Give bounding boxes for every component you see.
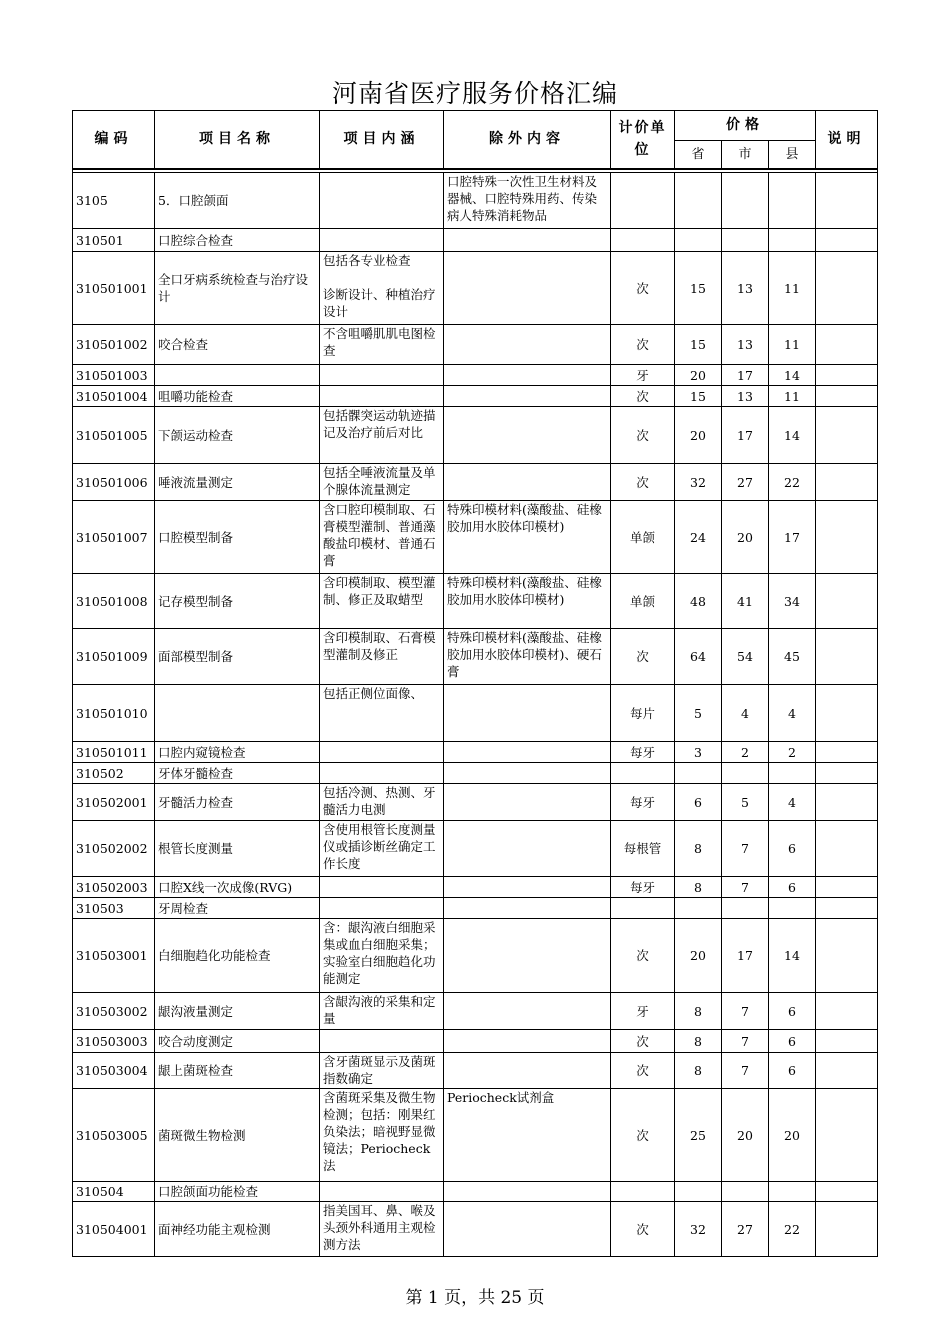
row-content	[320, 1030, 444, 1053]
table-row	[73, 229, 878, 252]
row-price-city: 17	[722, 407, 769, 464]
row-price-province: 8	[675, 877, 722, 898]
row-price-city: 5	[722, 784, 769, 821]
table-row	[73, 1089, 878, 1182]
row-excluded	[444, 742, 611, 763]
row-price-city	[722, 898, 769, 919]
row-name: 牙体牙髓检查	[155, 763, 320, 784]
row-name: 唾液流量测定	[155, 464, 320, 501]
row-price-province	[675, 1182, 722, 1202]
row-excluded	[444, 325, 611, 365]
row-price-city: 7	[722, 993, 769, 1030]
table-row	[73, 252, 878, 325]
row-note	[816, 325, 878, 365]
row-code: 310502003	[73, 877, 155, 898]
row-price-province: 64	[675, 629, 722, 685]
row-code: 310501005	[73, 407, 155, 464]
row-price-county	[769, 1182, 816, 1202]
row-note	[816, 685, 878, 742]
header-city: 市	[722, 141, 769, 169]
row-excluded	[444, 1202, 611, 1257]
row-code: 310502	[73, 763, 155, 784]
row-price-county: 6	[769, 993, 816, 1030]
row-code: 310503001	[73, 919, 155, 993]
row-name: 龈上菌斑检查	[155, 1053, 320, 1089]
row-price-city: 2	[722, 742, 769, 763]
header-content: 项目内涵	[320, 111, 444, 169]
price-table	[72, 110, 878, 1257]
header-price: 价格	[675, 111, 816, 141]
row-excluded: 特殊印模材料(藻酸盐、硅橡胶加用水胶体印模材)、硬石膏	[444, 629, 611, 685]
row-price-city: 13	[722, 325, 769, 365]
row-content	[320, 763, 444, 784]
row-price-city	[722, 763, 769, 784]
row-content: 不含咀嚼肌肌电图检查	[320, 325, 444, 365]
table-row	[73, 173, 878, 229]
row-content: 含口腔印模制取、石膏模型灌制、普通藻酸盐印模材、普通石膏	[320, 501, 444, 574]
row-code: 310502002	[73, 821, 155, 877]
row-excluded	[444, 1053, 611, 1089]
row-excluded: 特殊印模材料(藻酸盐、硅橡胶加用水胶体印模材)	[444, 501, 611, 574]
row-name: 面神经功能主观检测	[155, 1202, 320, 1257]
table-row	[73, 821, 878, 877]
row-price-county: 17	[769, 501, 816, 574]
header-name: 项目名称	[155, 111, 320, 169]
row-excluded	[444, 1030, 611, 1053]
row-price-province: 15	[675, 386, 722, 407]
row-price-county	[769, 898, 816, 919]
row-note	[816, 365, 878, 386]
row-code: 3105	[73, 173, 155, 229]
row-note	[816, 763, 878, 784]
row-excluded	[444, 898, 611, 919]
row-excluded	[444, 784, 611, 821]
row-code: 310501009	[73, 629, 155, 685]
row-excluded	[444, 993, 611, 1030]
row-name: 口腔综合检查	[155, 229, 320, 252]
row-name	[155, 365, 320, 386]
row-name: 面部模型制备	[155, 629, 320, 685]
row-price-city: 20	[722, 501, 769, 574]
row-name: 牙髓活力检查	[155, 784, 320, 821]
row-price-city: 20	[722, 1089, 769, 1182]
row-price-county: 14	[769, 407, 816, 464]
table-row	[73, 1182, 878, 1202]
row-content: 包括冷测、热测、牙髓活力电测	[320, 784, 444, 821]
row-name: 菌斑微生物检测	[155, 1089, 320, 1182]
header-code: 编码	[73, 111, 155, 169]
row-price-county: 22	[769, 1202, 816, 1257]
row-price-county: 11	[769, 386, 816, 407]
row-note	[816, 1030, 878, 1053]
row-note	[816, 821, 878, 877]
row-code: 310501007	[73, 501, 155, 574]
row-price-province: 8	[675, 1053, 722, 1089]
row-code: 310501002	[73, 325, 155, 365]
row-price-city: 7	[722, 821, 769, 877]
row-code: 310503004	[73, 1053, 155, 1089]
row-excluded	[444, 763, 611, 784]
table-body	[73, 169, 878, 1257]
row-content: 包括髁突运动轨迹描记及治疗前后对比	[320, 407, 444, 464]
row-price-county: 14	[769, 365, 816, 386]
row-price-province	[675, 763, 722, 784]
row-price-city: 27	[722, 1202, 769, 1257]
table-row	[73, 325, 878, 365]
row-note	[816, 407, 878, 464]
row-price-city: 27	[722, 464, 769, 501]
row-price-province	[675, 173, 722, 229]
row-unit: 次	[611, 919, 675, 993]
row-price-province: 24	[675, 501, 722, 574]
row-code: 310503003	[73, 1030, 155, 1053]
row-price-county: 4	[769, 685, 816, 742]
row-price-county	[769, 173, 816, 229]
table-row	[73, 501, 878, 574]
row-name: 根管长度测量	[155, 821, 320, 877]
row-note	[816, 252, 878, 325]
row-code: 310503	[73, 898, 155, 919]
row-unit: 次	[611, 629, 675, 685]
row-content	[320, 365, 444, 386]
row-unit	[611, 763, 675, 784]
row-price-city: 4	[722, 685, 769, 742]
row-unit: 次	[611, 252, 675, 325]
row-price-city: 7	[722, 877, 769, 898]
row-excluded	[444, 407, 611, 464]
row-note	[816, 229, 878, 252]
row-content	[320, 386, 444, 407]
row-name: 口腔模型制备	[155, 501, 320, 574]
row-price-county: 14	[769, 919, 816, 993]
table-row	[73, 898, 878, 919]
row-excluded	[444, 252, 611, 325]
row-note	[816, 784, 878, 821]
row-price-county	[769, 763, 816, 784]
row-content: 包括各专业检查 诊断设计、种植治疗设计	[320, 252, 444, 325]
row-note	[816, 742, 878, 763]
table-row	[73, 1030, 878, 1053]
row-price-county: 6	[769, 1053, 816, 1089]
table-row	[73, 386, 878, 407]
row-name: 下颌运动检查	[155, 407, 320, 464]
row-name: 记存模型制备	[155, 574, 320, 629]
row-content: 含龈沟液的采集和定量	[320, 993, 444, 1030]
row-code: 310501003	[73, 365, 155, 386]
row-price-county: 45	[769, 629, 816, 685]
row-content: 包括全唾液流量及单个腺体流量测定	[320, 464, 444, 501]
row-excluded	[444, 464, 611, 501]
row-code: 310503002	[73, 993, 155, 1030]
row-price-county: 6	[769, 1030, 816, 1053]
row-unit: 次	[611, 1053, 675, 1089]
row-content: 含牙菌斑显示及菌斑指数确定	[320, 1053, 444, 1089]
row-price-province: 20	[675, 407, 722, 464]
header-unit: 计价单位	[611, 111, 675, 169]
row-price-province	[675, 898, 722, 919]
row-content	[320, 742, 444, 763]
row-code: 310501004	[73, 386, 155, 407]
row-excluded	[444, 919, 611, 993]
row-unit: 每根管	[611, 821, 675, 877]
table-row	[73, 993, 878, 1030]
row-price-province: 15	[675, 252, 722, 325]
header-note: 说明	[816, 111, 878, 169]
header-province: 省	[675, 141, 722, 169]
row-price-province: 8	[675, 1030, 722, 1053]
row-price-county: 11	[769, 325, 816, 365]
row-content	[320, 877, 444, 898]
row-price-province	[675, 229, 722, 252]
row-price-province: 25	[675, 1089, 722, 1182]
row-code: 310501001	[73, 252, 155, 325]
row-content: 指美国耳、鼻、喉及头颈外科通用主观检测方法	[320, 1202, 444, 1257]
header-county: 县	[769, 141, 816, 169]
row-note	[816, 574, 878, 629]
row-content: 含菌斑采集及微生物检测；包括：刚果红负染法；暗视野显微镜法；Periocheck法	[320, 1089, 444, 1182]
row-price-province: 20	[675, 365, 722, 386]
row-excluded: 口腔特殊一次性卫生材料及器械、口腔特殊用药、传染病人特殊消耗物品	[444, 173, 611, 229]
row-price-city	[722, 229, 769, 252]
row-price-province: 32	[675, 464, 722, 501]
row-price-county: 6	[769, 821, 816, 877]
row-name: 咀嚼功能检查	[155, 386, 320, 407]
table-row	[73, 784, 878, 821]
row-price-city	[722, 1182, 769, 1202]
row-code: 310502001	[73, 784, 155, 821]
table-row	[73, 742, 878, 763]
row-price-county	[769, 229, 816, 252]
row-content	[320, 898, 444, 919]
row-unit: 次	[611, 1202, 675, 1257]
row-code: 310501011	[73, 742, 155, 763]
row-price-county: 2	[769, 742, 816, 763]
row-unit: 单颌	[611, 574, 675, 629]
header-excluded: 除外内容	[444, 111, 611, 169]
row-unit: 次	[611, 1030, 675, 1053]
row-note	[816, 1202, 878, 1257]
row-price-city: 17	[722, 365, 769, 386]
table-row	[73, 407, 878, 464]
table-row	[73, 763, 878, 784]
row-excluded	[444, 685, 611, 742]
table-row	[73, 919, 878, 993]
row-excluded	[444, 229, 611, 252]
row-note	[816, 877, 878, 898]
page-footer: 第 1 页，共 25 页	[405, 1288, 545, 1308]
row-note	[816, 993, 878, 1030]
row-price-city: 54	[722, 629, 769, 685]
table-row	[73, 1202, 878, 1257]
page-title: 河南省医疗服务价格汇编	[331, 79, 618, 108]
row-note	[816, 173, 878, 229]
row-unit	[611, 1182, 675, 1202]
row-price-province: 48	[675, 574, 722, 629]
table-row	[73, 629, 878, 685]
row-price-county: 4	[769, 784, 816, 821]
row-unit: 每片	[611, 685, 675, 742]
row-excluded	[444, 1182, 611, 1202]
row-price-city	[722, 173, 769, 229]
table-row	[73, 877, 878, 898]
row-content: 包括正侧位面像、	[320, 685, 444, 742]
row-content: 含：龈沟液白细胞采集或血白细胞采集；实验室白细胞趋化功能测定	[320, 919, 444, 993]
row-price-city: 17	[722, 919, 769, 993]
row-content: 含印模制取、石膏模型灌制及修正	[320, 629, 444, 685]
row-content	[320, 173, 444, 229]
row-note	[816, 386, 878, 407]
row-name: 口腔X线一次成像(RVG)	[155, 877, 320, 898]
row-unit: 次	[611, 407, 675, 464]
row-code: 310501	[73, 229, 155, 252]
table-row	[73, 365, 878, 386]
row-unit: 单颌	[611, 501, 675, 574]
row-code: 310504	[73, 1182, 155, 1202]
row-unit: 次	[611, 1089, 675, 1182]
row-note	[816, 1053, 878, 1089]
row-unit	[611, 229, 675, 252]
row-excluded	[444, 877, 611, 898]
row-price-province: 8	[675, 821, 722, 877]
row-price-province: 8	[675, 993, 722, 1030]
table-row	[73, 464, 878, 501]
row-price-county: 20	[769, 1089, 816, 1182]
row-unit: 每牙	[611, 877, 675, 898]
row-price-city: 7	[722, 1030, 769, 1053]
row-unit: 牙	[611, 993, 675, 1030]
row-code: 310501006	[73, 464, 155, 501]
row-name: 口腔内窥镜检查	[155, 742, 320, 763]
row-excluded	[444, 386, 611, 407]
row-excluded	[444, 365, 611, 386]
row-note	[816, 501, 878, 574]
row-name: 龈沟液量测定	[155, 993, 320, 1030]
row-name: 牙周检查	[155, 898, 320, 919]
row-code: 310503005	[73, 1089, 155, 1182]
row-price-city: 13	[722, 252, 769, 325]
row-note	[816, 1089, 878, 1182]
row-unit: 每牙	[611, 784, 675, 821]
row-price-city: 41	[722, 574, 769, 629]
row-price-province: 20	[675, 919, 722, 993]
row-price-city: 7	[722, 1053, 769, 1089]
row-price-county: 34	[769, 574, 816, 629]
row-price-province: 6	[675, 784, 722, 821]
row-name: 咬合动度测定	[155, 1030, 320, 1053]
row-content: 含印模制取、模型灌制、修正及取蜡型	[320, 574, 444, 629]
row-unit	[611, 173, 675, 229]
row-unit: 每牙	[611, 742, 675, 763]
row-note	[816, 1182, 878, 1202]
row-name	[155, 685, 320, 742]
row-price-province: 32	[675, 1202, 722, 1257]
row-price-county: 22	[769, 464, 816, 501]
row-unit: 次	[611, 386, 675, 407]
row-name: 口腔颌面功能检查	[155, 1182, 320, 1202]
table-row	[73, 574, 878, 629]
row-unit: 次	[611, 464, 675, 501]
row-excluded	[444, 821, 611, 877]
row-excluded: 特殊印模材料(藻酸盐、硅橡胶加用水胶体印模材)	[444, 574, 611, 629]
row-unit: 次	[611, 325, 675, 365]
row-note	[816, 629, 878, 685]
row-price-province: 3	[675, 742, 722, 763]
row-note	[816, 919, 878, 993]
row-content	[320, 229, 444, 252]
row-note	[816, 898, 878, 919]
row-name: 白细胞趋化功能检查	[155, 919, 320, 993]
row-code: 310501008	[73, 574, 155, 629]
row-code: 310501010	[73, 685, 155, 742]
table-row	[73, 1053, 878, 1089]
row-price-city: 13	[722, 386, 769, 407]
row-price-county: 6	[769, 877, 816, 898]
table-row	[73, 685, 878, 742]
row-code: 310504001	[73, 1202, 155, 1257]
row-name: 咬合检查	[155, 325, 320, 365]
row-excluded: Periocheck试剂盒	[444, 1089, 611, 1182]
row-unit: 牙	[611, 365, 675, 386]
row-name: 5．口腔颌面	[155, 173, 320, 229]
row-name: 全口牙病系统检查与治疗设计	[155, 252, 320, 325]
row-price-province: 5	[675, 685, 722, 742]
row-content	[320, 1182, 444, 1202]
row-price-county: 11	[769, 252, 816, 325]
row-content: 含使用根管长度测量仪或插诊断丝确定工作长度	[320, 821, 444, 877]
row-price-province: 15	[675, 325, 722, 365]
row-unit	[611, 898, 675, 919]
row-note	[816, 464, 878, 501]
